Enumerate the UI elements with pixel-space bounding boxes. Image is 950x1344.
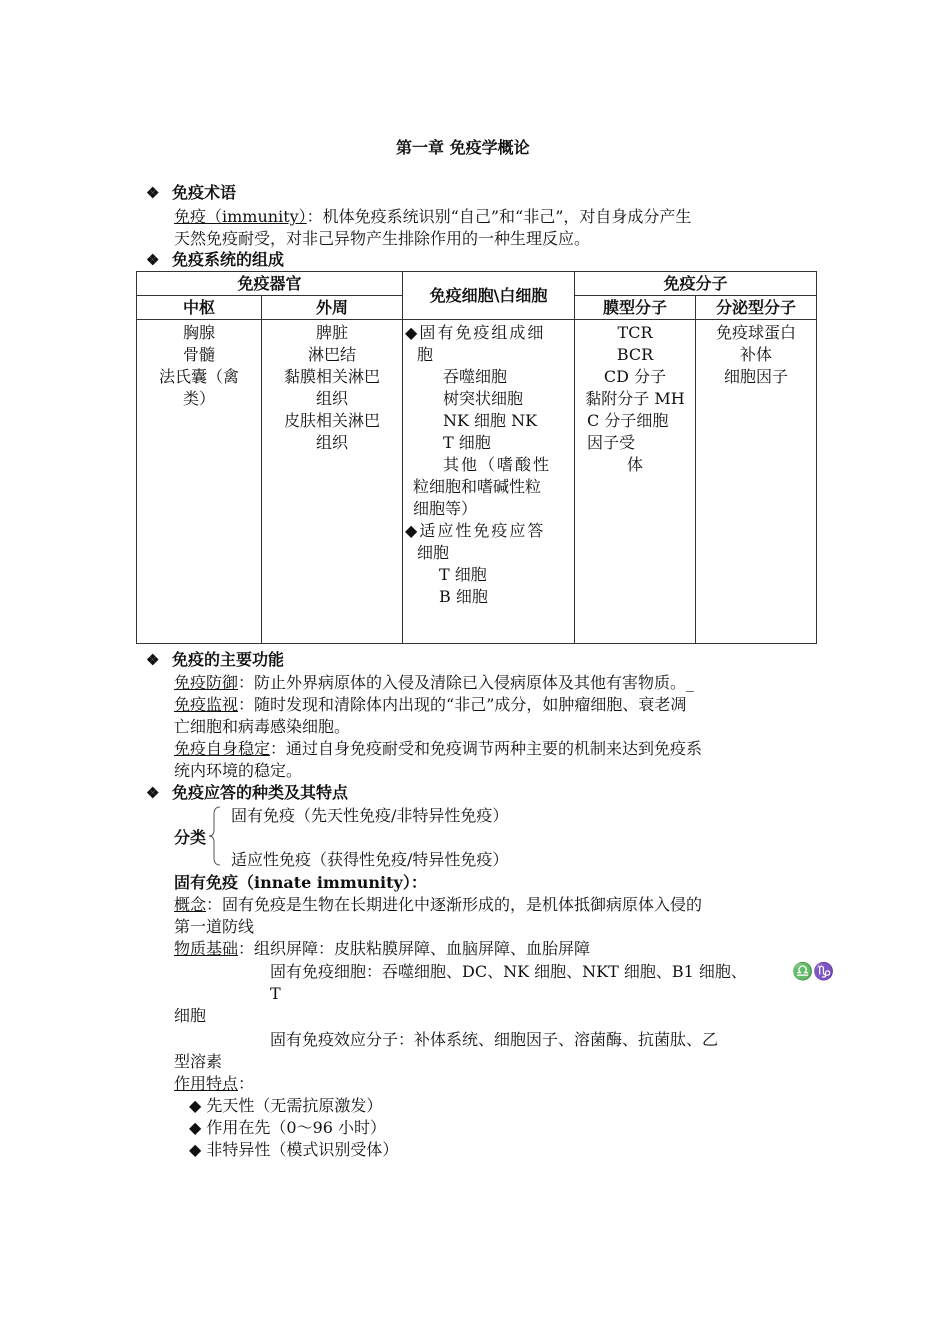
secreted-cell — [696, 320, 817, 644]
list-item: B 细胞 — [439, 587, 488, 606]
cells-cell — [403, 320, 575, 644]
list-item: ◆适应性免疫应答 — [405, 521, 546, 540]
material-basis — [174, 938, 590, 960]
list-item: 骨髓 — [182, 345, 215, 364]
concept-text: ：固有免疫是生物在长期进化中逐渐形成的，是机体抵御病原体入侵的 — [206, 895, 703, 914]
list-item: 脾脏 — [316, 323, 349, 342]
features — [174, 1073, 254, 1095]
list-item: 其他（嗜酸性 — [443, 455, 552, 474]
zodiac-symbol-icon: ♎♑ — [792, 962, 835, 982]
list-item: 胸腺 — [182, 323, 215, 342]
diamond-bullet-icon: ❖ — [146, 251, 160, 269]
list-item: ◆ 非特异性（模式识别受体） — [189, 1140, 399, 1159]
list-item: 组织 — [316, 389, 349, 408]
material-basis-barrier: ：组织屏障：皮肤粘膜屏障、血脑屏障、血胎屏障 — [238, 939, 591, 958]
function-homeostasis-line2: 统内环境的稳定。 — [174, 761, 303, 780]
immunity-term: 免疫（immunity） — [174, 207, 307, 226]
concept-line2: 第一道防线 — [174, 917, 255, 936]
list-item: 因子受 — [587, 433, 636, 452]
list-item: ◆ 作用在先（0～96 小时） — [189, 1118, 387, 1137]
section-heading-response — [146, 782, 348, 804]
material-basis-cells: 固有免疫细胞：吞噬细胞、DC、NK 细胞、NKT 细胞、B1 细胞、 — [270, 962, 747, 981]
central-header: 中枢 — [137, 296, 262, 320]
concept-term: 概念 — [174, 895, 207, 914]
organ-header: 免疫器官 — [137, 272, 403, 296]
membrane-cell — [575, 320, 696, 644]
function-defense-text: ：防止外界病原体的入侵及清除已入侵病原体及其他有害物质。_ — [238, 673, 695, 692]
material-basis-cells-t: T — [270, 984, 281, 1003]
section-heading-composition-text: 免疫系统的组成 — [172, 250, 285, 269]
features-colon: ： — [238, 1074, 255, 1093]
list-item: 淋巴结 — [308, 345, 357, 364]
list-item: 树突状细胞 — [443, 389, 524, 408]
list-item: 皮肤相关淋巴 — [284, 411, 381, 430]
classification-label: 分类 — [174, 828, 207, 847]
list-item: 黏膜相关淋巴 — [284, 367, 381, 386]
molecules-header: 免疫分子 — [575, 272, 817, 296]
function-surveillance-text: ：随时发现和清除体内出现的“非己”成分，如肿瘤细胞、衰老凋 — [238, 695, 687, 714]
list-item: NK 细胞 NK — [443, 411, 538, 430]
section-heading-composition — [146, 249, 284, 271]
list-item: CD 分子 — [603, 367, 667, 386]
function-surveillance-line2: 亡细胞和病毒感染细胞。 — [174, 717, 351, 736]
list-item: 细胞 — [417, 543, 450, 562]
list-item: 胞 — [417, 345, 434, 364]
adaptive-type: 适应性免疫（获得性免疫/特异性免疫） — [231, 850, 509, 869]
innate-type: 固有免疫（先天性免疫/非特异性免疫） — [231, 806, 509, 825]
list-item: C 分子细胞 — [587, 411, 669, 430]
list-item: 细胞等） — [413, 499, 478, 518]
innate-heading: 固有免疫（innate immunity）： — [174, 873, 427, 892]
function-homeostasis-term: 免疫自身稳定 — [174, 739, 271, 758]
list-item: ◆固有免疫组成细 — [405, 323, 546, 342]
function-surveillance — [174, 694, 686, 716]
list-item: TCR — [617, 323, 653, 342]
list-item: 组织 — [316, 433, 349, 452]
list-item: 类） — [182, 389, 215, 408]
list-item: 法氏囊（禽 — [158, 367, 239, 386]
central-cell — [137, 320, 262, 644]
immunity-def-line1: ：机体免疫系统识别“自己”和“非己”，对自身成分产生 — [306, 207, 692, 226]
list-item: 细胞因子 — [724, 367, 789, 386]
function-defense-term: 免疫防御 — [174, 673, 239, 692]
function-surveillance-term: 免疫监视 — [174, 695, 239, 714]
list-item: 粒细胞和嗜碱性粒 — [413, 477, 542, 496]
list-item: BCR — [616, 345, 654, 364]
diamond-bullet-icon: ❖ — [146, 784, 160, 802]
list-item: ◆ 先天性（无需抗原激发） — [189, 1096, 383, 1115]
peripheral-header: 外周 — [262, 296, 403, 320]
page-title: 第一章 免疫学概论 — [396, 138, 530, 157]
section-heading-functions — [146, 649, 284, 671]
immunity-def-line2: 天然免疫耐受，对非己异物产生排除作用的一种生理反应。 — [174, 229, 591, 248]
list-item: 吞噬细胞 — [443, 367, 508, 386]
brace-icon — [208, 806, 222, 866]
secreted-header: 分泌型分子 — [696, 296, 817, 320]
section-heading-terms-text: 免疫术语 — [172, 183, 237, 202]
section-heading-terms — [146, 182, 236, 204]
membrane-header: 膜型分子 — [575, 296, 696, 320]
cells-header: 免疫细胞\白细胞 — [403, 272, 575, 320]
material-basis-molecules: 固有免疫效应分子：补体系统、细胞因子、溶菌酶、抗菌肽、乙 — [270, 1030, 719, 1049]
diamond-bullet-icon: ❖ — [146, 651, 160, 669]
material-basis-term: 物质基础 — [174, 939, 239, 958]
concept — [174, 894, 702, 916]
list-item: 免疫球蛋白 — [716, 323, 797, 342]
list-item: 体 — [627, 455, 644, 474]
diamond-bullet-icon: ❖ — [146, 184, 160, 202]
features-term: 作用特点 — [174, 1074, 239, 1093]
list-item: T 细胞 — [439, 565, 487, 584]
material-basis-cells-cont: 细胞 — [174, 1006, 207, 1025]
immune-system-table — [136, 271, 817, 644]
list-item: 黏附分子 MH — [585, 389, 685, 408]
section-heading-response-text: 免疫应答的种类及其特点 — [172, 783, 349, 802]
list-item: 补体 — [740, 345, 773, 364]
list-item: T 细胞 — [443, 433, 491, 452]
immunity-definition — [174, 206, 691, 228]
function-defense — [174, 672, 694, 694]
peripheral-cell — [262, 320, 403, 644]
section-heading-functions-text: 免疫的主要功能 — [172, 650, 285, 669]
function-homeostasis-text: ：通过自身免疫耐受和免疫调节两种主要的机制来达到免疫系 — [270, 739, 703, 758]
material-basis-molecules-cont: 型溶素 — [174, 1052, 223, 1071]
function-homeostasis — [174, 738, 702, 760]
